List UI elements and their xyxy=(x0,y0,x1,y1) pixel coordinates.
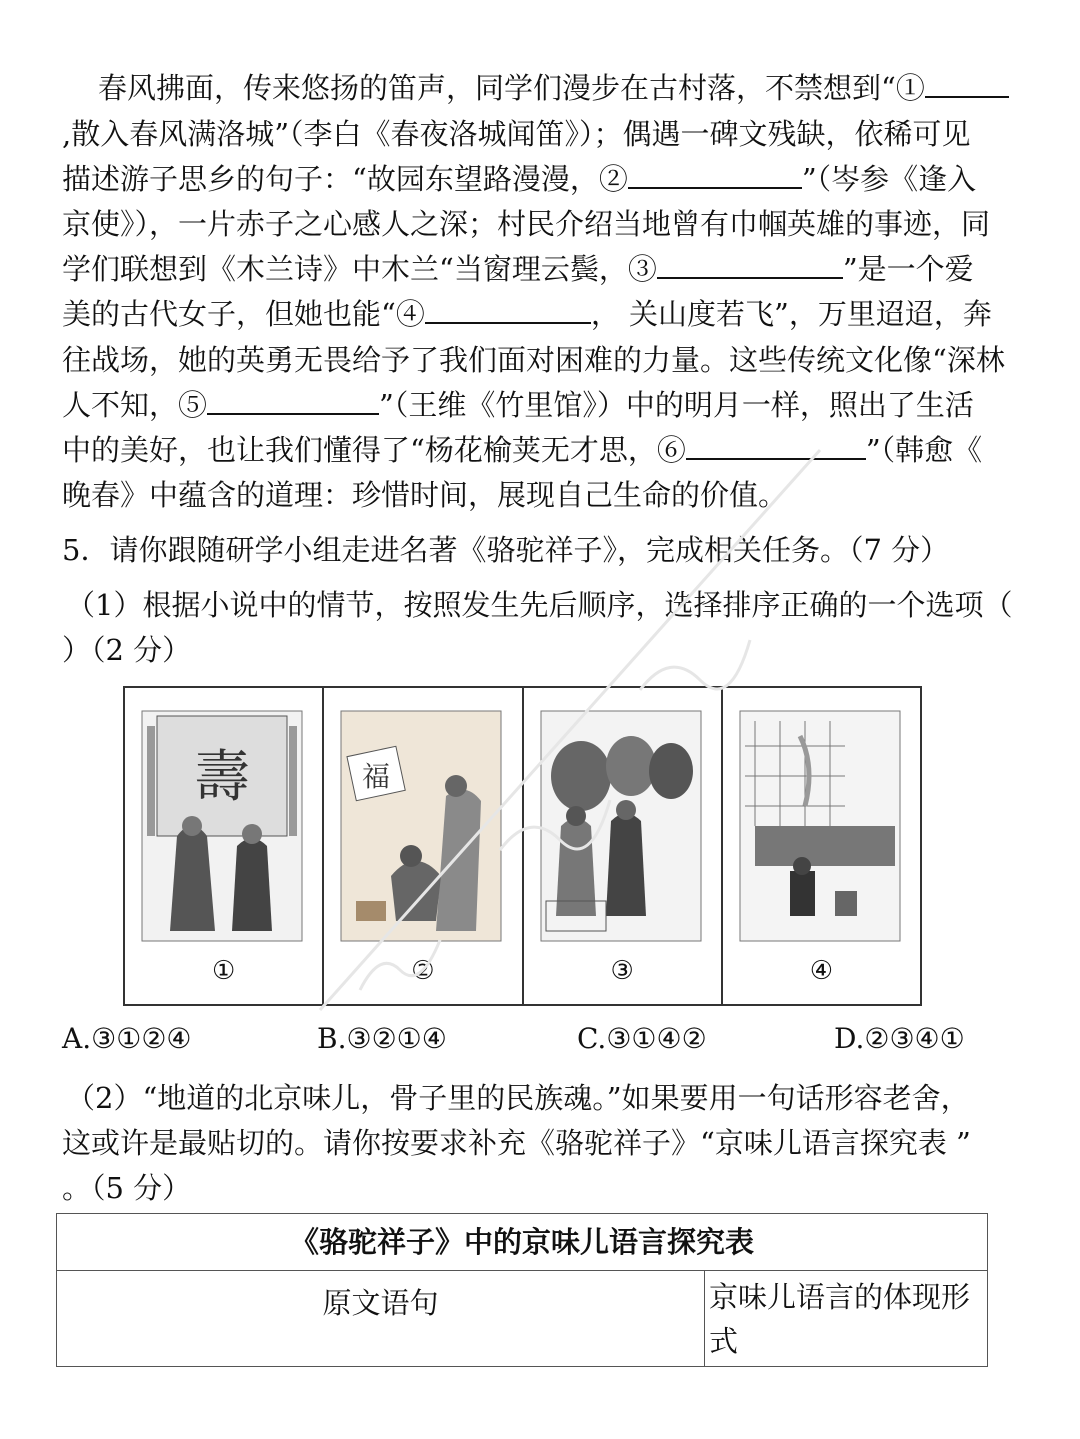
passage-line-5 xyxy=(62,249,974,289)
passage-text: ”（王维《竹里馆》）中的明月一样，照出了生活 xyxy=(379,388,974,422)
passage-text: 学们联想到《木兰诗》中木兰“当窗理云鬓，③ xyxy=(62,252,657,286)
passage-text: 美的古代女子，但她也能“④ xyxy=(62,297,425,331)
question-5-2-line-3: 。（5 分） xyxy=(62,1171,192,1205)
passage-text: ， 关山度若飞”，万里迢迢，奔 xyxy=(590,297,992,331)
passage-text: 晚春》中蕴含的道理：珍惜时间，展现自己生命的价值。 xyxy=(62,478,788,512)
panel-number-4: ④ xyxy=(809,956,834,986)
question-5-1-line-1: （1）根据小说中的情节，按照发生先后顺序，选择排序正确的一个选项（ xyxy=(66,588,1013,622)
question-5-2-line-2: 这或许是最贴切的。请你按要求补充《骆驼祥子》“京味儿语言探究表 ” xyxy=(62,1126,971,1160)
passage-text: 人不知，⑤ xyxy=(62,388,208,422)
blank-2[interactable] xyxy=(628,161,802,189)
passage-line-8 xyxy=(62,385,974,425)
panel-number-2: ② xyxy=(411,956,435,986)
option-c[interactable]: C.③①④② xyxy=(577,1022,707,1055)
passage-line-1 xyxy=(98,68,1009,108)
passage-text: 春风拂面，传来悠扬的笛声，同学们漫步在古村落，不禁想到“① xyxy=(98,71,925,105)
blank-1[interactable] xyxy=(925,70,1009,98)
passage-text: ,散入春风满洛城”（李白《春夜洛城闻笛》）；偶遇一碑文残缺，依稀可见 xyxy=(62,117,971,151)
option-a[interactable]: A.③①②④ xyxy=(62,1022,192,1055)
illustration-2-image xyxy=(336,706,506,946)
passage-line-7 xyxy=(62,340,1005,380)
illustration-panel-2 xyxy=(324,688,523,1004)
illustration-4-image xyxy=(735,706,905,946)
passage-text: 中的美好，也让我们懂得了“杨花榆荚无才思，⑥ xyxy=(62,433,686,467)
passage-line-9 xyxy=(62,430,982,470)
table-header-original-sentence: 原文语句 xyxy=(57,1271,705,1366)
fu-character: 福 xyxy=(362,760,391,793)
blank-3[interactable] xyxy=(657,251,843,279)
blank-4[interactable] xyxy=(425,296,591,324)
passage-line-4 xyxy=(62,204,990,244)
passage-text: 京使》），一片赤子之心感人之深；村民介绍当地曾有巾帼英雄的事迹，同 xyxy=(62,207,991,241)
illustration-panel-1 xyxy=(125,688,324,1004)
illustration-1-image xyxy=(137,706,307,946)
answer-options xyxy=(62,1022,1022,1062)
table-title: 《骆驼祥子》中的京味儿语言探究表 xyxy=(57,1214,987,1271)
passage-text: ”（韩愈《 xyxy=(865,433,983,467)
table-header-language-form: 京味儿语言的体现形式 xyxy=(709,1280,971,1358)
illustration-strip xyxy=(123,686,922,1006)
question-5-stem: 5．请你跟随研学小组走进名著《骆驼祥子》，完成相关任务。（7 分） xyxy=(62,533,950,567)
passage-line-10 xyxy=(62,475,787,515)
panel-number-1: ① xyxy=(211,956,236,986)
language-research-table xyxy=(56,1213,988,1367)
illustration-3-image xyxy=(536,706,706,946)
question-5-1-line-2: ）（2 分） xyxy=(62,633,192,667)
illustration-panel-3 xyxy=(524,688,723,1004)
blank-6[interactable] xyxy=(686,432,866,460)
option-d[interactable]: D.②③④① xyxy=(834,1022,965,1055)
shou-character: 壽 xyxy=(194,745,250,810)
passage-text: ”（岑参《逢入 xyxy=(801,162,977,196)
blank-5[interactable] xyxy=(207,387,379,415)
illustration-panel-4 xyxy=(723,688,920,1004)
passage-line-3 xyxy=(62,159,976,199)
passage-text: 描述游子思乡的句子：“故园东望路漫漫，② xyxy=(62,162,628,196)
passage-text: 往战场，她的英勇无畏给予了我们面对困难的力量。这些传统文化像“深林 xyxy=(62,343,1005,377)
panel-number-3: ③ xyxy=(610,956,634,986)
option-b[interactable]: B.③②①④ xyxy=(317,1022,447,1055)
question-5-2-line-1: （2）“地道的北京味儿，骨子里的民族魂。”如果要用一句话形容老舍， xyxy=(66,1081,970,1115)
passage-text: ”是一个爱 xyxy=(842,252,974,286)
passage-line-6 xyxy=(62,294,992,334)
passage-line-2 xyxy=(62,114,971,154)
